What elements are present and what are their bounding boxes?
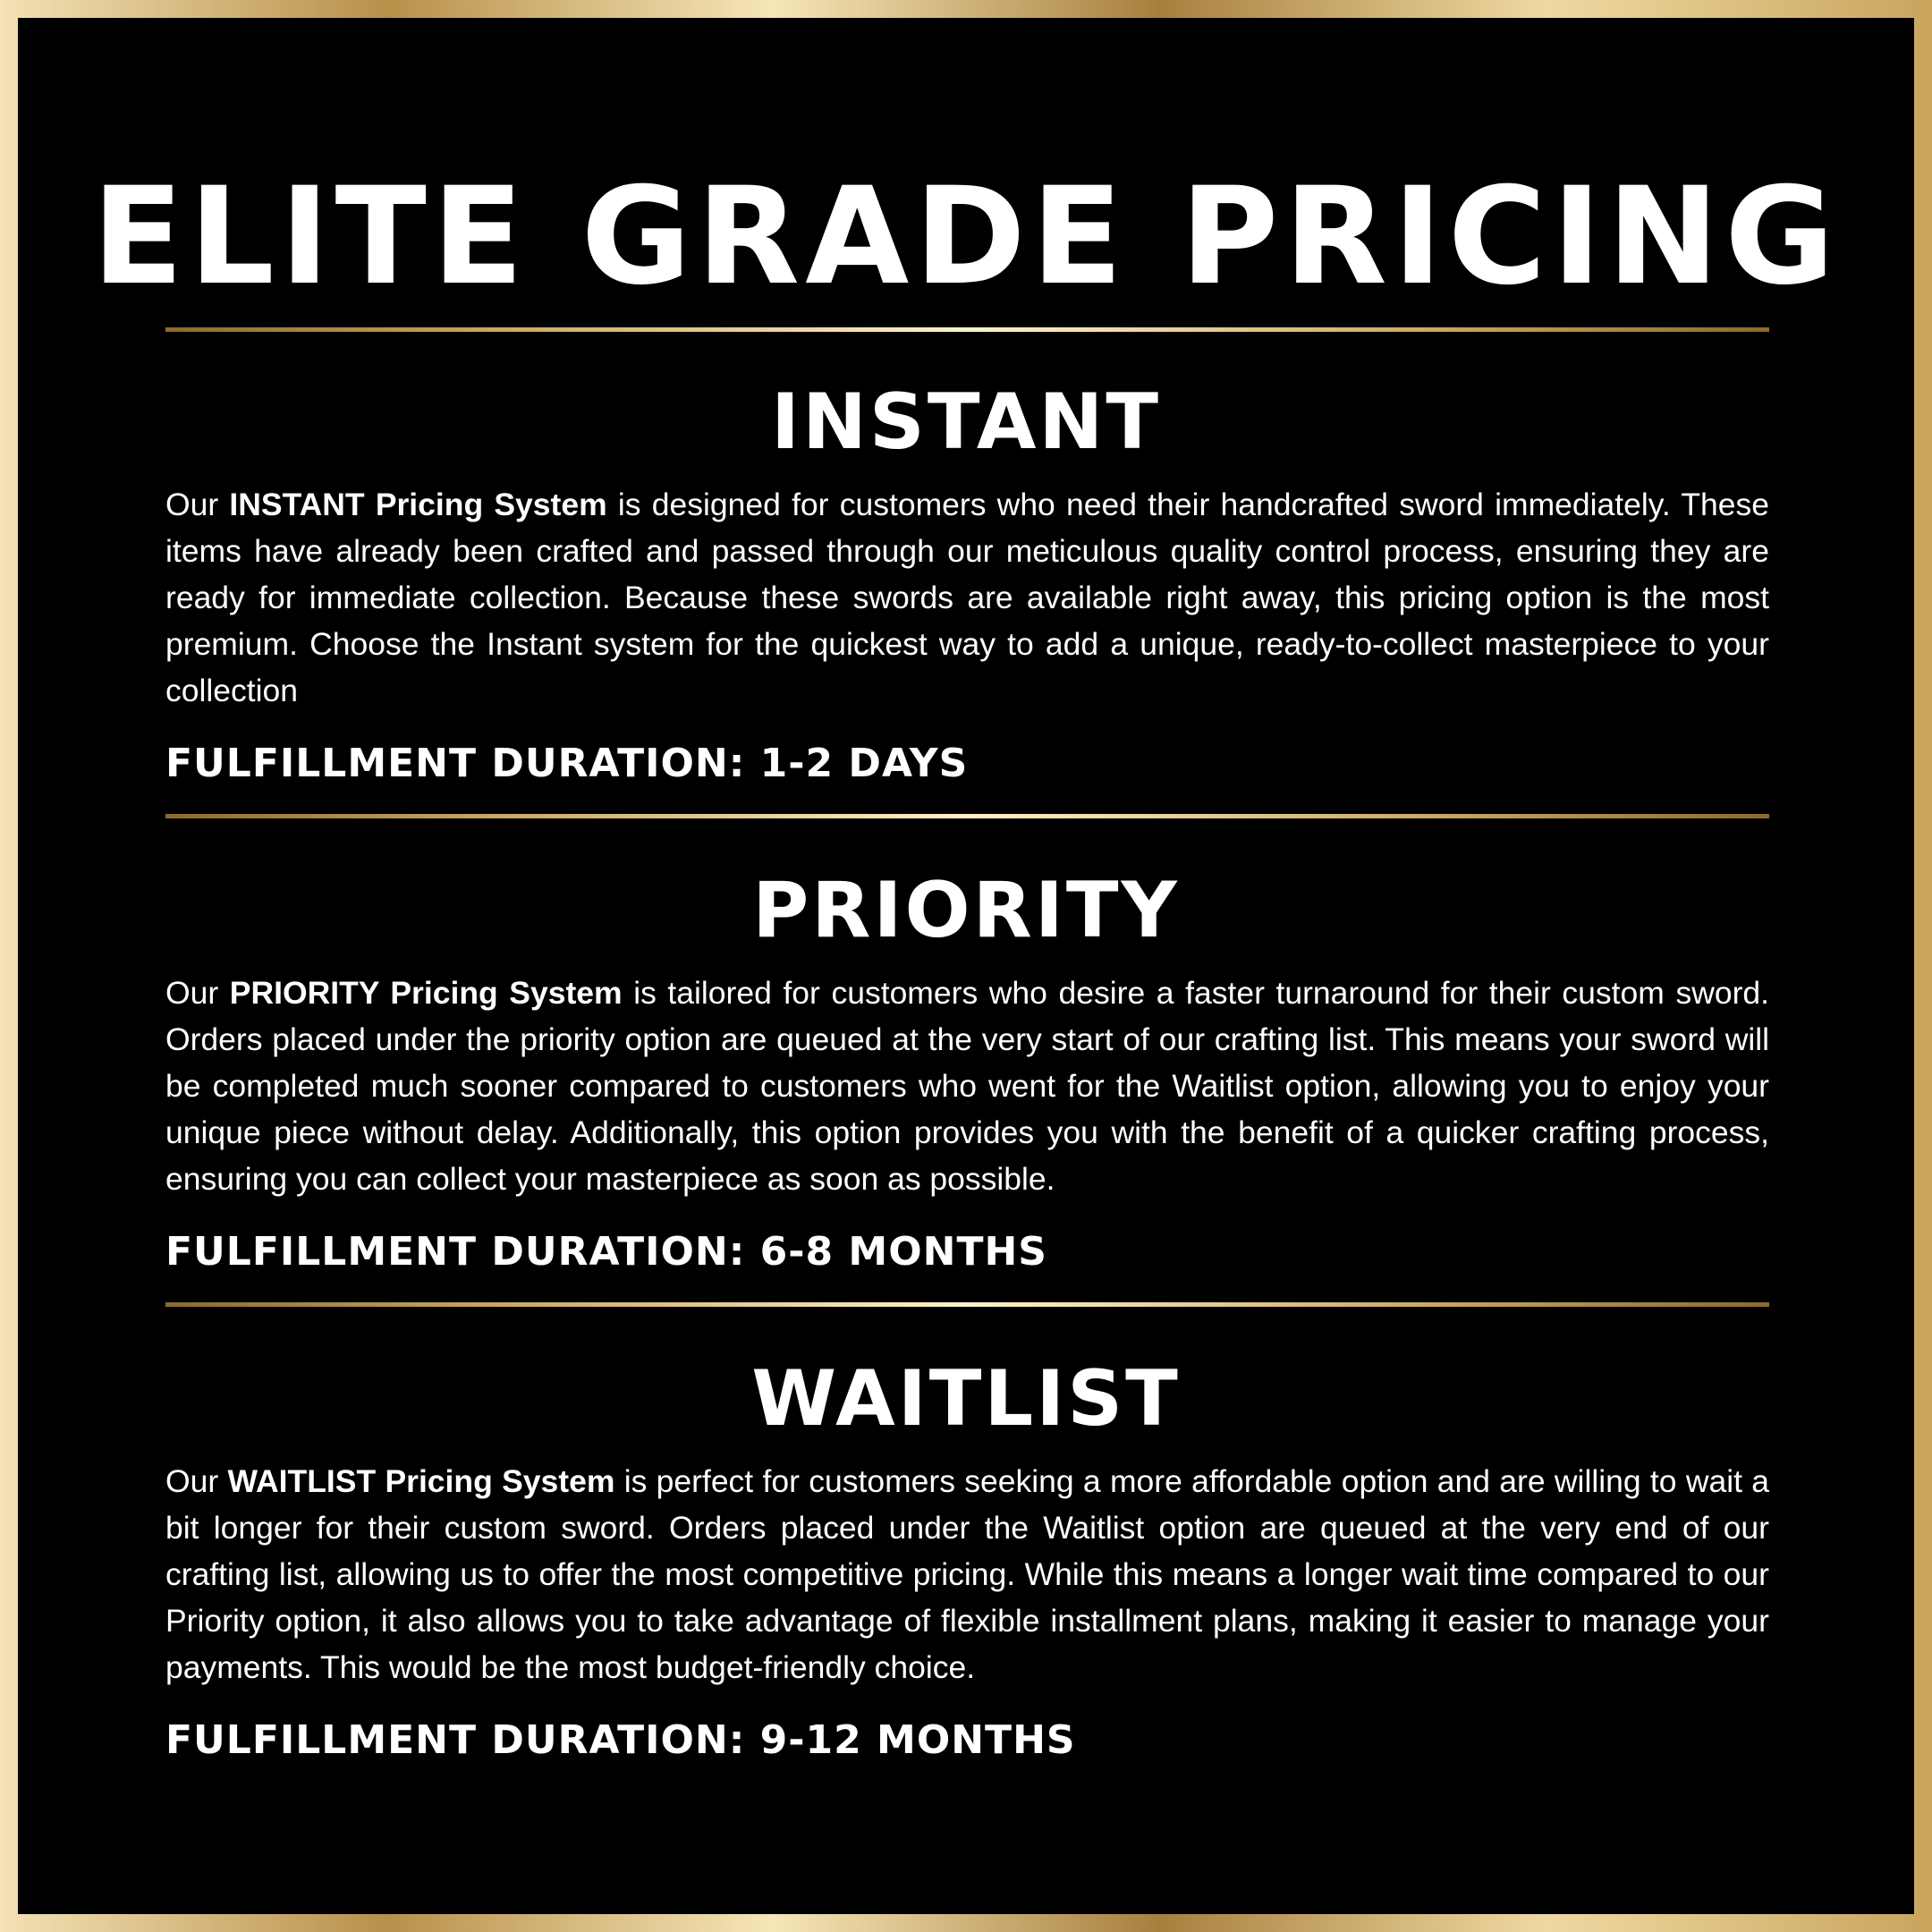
section-body-priority xyxy=(165,970,1769,1202)
body-bold: WAITLIST Pricing System xyxy=(227,1463,615,1499)
body-bold: INSTANT Pricing System xyxy=(229,487,607,522)
fulfillment-duration-instant: FULFILLMENT DURATION: 1-2 DAYS xyxy=(165,741,969,786)
section-title-waitlist: WAITLIST xyxy=(751,1354,1181,1444)
body-rest: is perfect for customers seeking a more affordable option and are willing to wait a bit longer for their custom sword. Orders placed under the Waitlist option are queued at the very end of our crafting list, allowing us to offer the most competitive pricing. While this means a longer wait time compared to our Priority option, it also allows you to take advantage of flexible installment plans, making it easier to manage your payments. This would be the most budget-friendly choice. xyxy=(165,1463,1769,1685)
body-rest: is designed for customers who need their handcrafted sword immediately. These items have already been crafted and passed through our meticulous quality control process, ensuring they are ready for immediate collection. Because these swords are available right away, this pricing option is the most premium. Choose the Instant system for the quickest way to add a unique, ready-to-collect masterpiece to your collection xyxy=(165,487,1770,708)
divider-top xyxy=(165,327,1769,332)
divider-priority-waitlist xyxy=(165,1302,1769,1307)
body-lead: Our xyxy=(165,975,230,1011)
content-panel xyxy=(18,18,1914,1914)
body-lead: Our xyxy=(165,487,230,522)
section-title-instant: INSTANT xyxy=(770,377,1162,467)
body-rest: is tailored for customers who desire a faster turnaround for their custom sword. Orders placed under the priority option are queued at the very start of our crafting list. This means your sword will be completed much sooner compared to customers who went for the Waitlist option, allowing you to enjoy your unique piece without delay. Additionally, this option provides you with the benefit of a quicker crafting process, ensuring you can collect your masterpiece as soon as possible. xyxy=(165,975,1770,1197)
fulfillment-duration-priority: FULFILLMENT DURATION: 6-8 MONTHS xyxy=(165,1229,1047,1275)
body-bold: PRIORITY Pricing System xyxy=(229,975,623,1011)
body-lead: Our xyxy=(165,1463,228,1499)
section-body-instant xyxy=(165,481,1769,714)
divider-instant-priority xyxy=(165,814,1769,818)
section-body-waitlist xyxy=(165,1458,1769,1690)
section-title-priority: PRIORITY xyxy=(752,866,1180,955)
fulfillment-duration-waitlist: FULFILLMENT DURATION: 9-12 MONTHS xyxy=(165,1717,1076,1763)
page-title: ELITE GRADE PRICING xyxy=(91,159,1841,315)
